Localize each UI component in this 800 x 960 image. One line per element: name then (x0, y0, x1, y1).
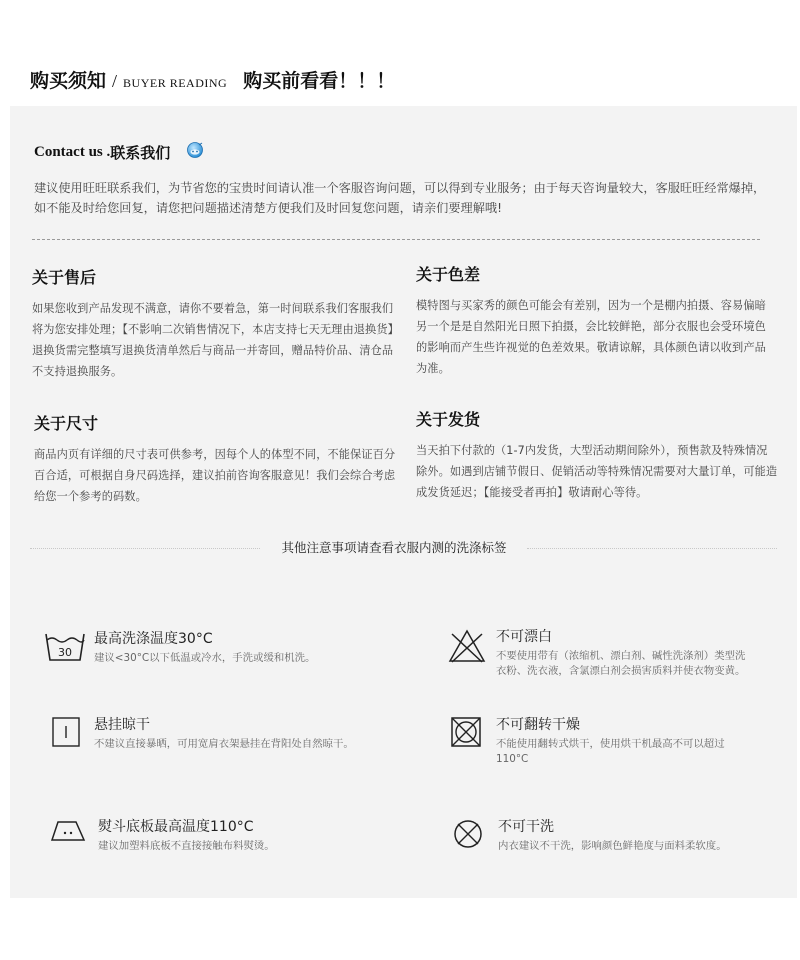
shipping-text: 当天拍下付款的（1-7内发货，大型活动期间除外），预售款及特殊情况除外。如遇到店铺节假日、促销活动等特殊情况需要对大量订单，可能造成发货延迟；【能接受者再拍】敬请耐心等待。 (416, 444, 778, 499)
care-title: 不可干洗 (498, 819, 554, 835)
after-sales-title: 关于售后 (32, 268, 97, 287)
care-item-no-tumble-dry (450, 716, 750, 767)
contact-title-chinese: 联系我们 (110, 144, 171, 162)
care-title: 不可翻转干燥 (496, 717, 580, 733)
no-bleach-icon (446, 628, 488, 670)
after-sales-text: 如果您收到产品发现不满意，请你不要着急，第一时间联系我们客服我们将为您安排处理；【不影响二次销售情况下，本店支持七天无理由退换货】退换货需完整填写退换货清单然后与商品一并寄回，赠品特价品、清仓品不支持退换服务。 (32, 302, 399, 378)
page-title-english: BUYER READING (123, 76, 228, 90)
size-text: 商品内页有详细的尺寸表可供参考，因每个人的体型不同，不能保证百分百合适，可根据自身尺码选择，建议拍前咨询客服意见！我们会综合考虑给您一个参考的码数。 (34, 448, 396, 503)
care-description: 建议加塑料底板不直接接触布料熨烫。 (98, 840, 275, 852)
care-title: 最高洗涤温度30°C (94, 631, 213, 647)
shipping-title: 关于发货 (416, 410, 481, 429)
care-description: 建议<30°C以下低温或冷水，手洗或缓和机洗。 (94, 652, 316, 664)
care-title: 不可漂白 (496, 629, 552, 645)
care-item-no-bleach (446, 628, 746, 679)
size-section (34, 410, 399, 507)
care-title: 悬挂晾干 (94, 717, 150, 733)
contact-description: 建议使用旺旺联系我们，为节省您的宝贵时间请认准一个客服咨询问题，可以得到专业服务；由于每天咨询量较大，客服旺旺经常爆掉，如不能及时给您回复，请您把问题描述清楚方便我们及时回复您问题，请亲们要理解哦! (34, 181, 766, 215)
care-item-iron-110 (48, 818, 378, 860)
wangwang-chat-icon[interactable] (186, 141, 204, 159)
section-divider (32, 239, 760, 240)
care-title: 熨斗底板最高温度110°C (98, 819, 254, 835)
size-title: 关于尺寸 (34, 414, 99, 433)
info-panel (10, 106, 797, 898)
care-description: 不要使用带有（浓缩机、漂白剂、碱性洗涤剂）类型洗衣粉、洗衣液，含氯漂白剂会损害质料并使衣物变黄。 (496, 650, 746, 677)
title-separator: / (112, 71, 118, 91)
care-description: 不能使用翻转式烘干，使用烘干机最高不可以超过110°C (496, 738, 725, 765)
contact-title-english: Contact us . (34, 144, 111, 160)
page-header (30, 66, 395, 96)
line-dry-icon (52, 716, 86, 758)
wash-30-icon (44, 630, 86, 672)
wash-label-header (10, 536, 797, 560)
no-tumble-dry-icon (450, 716, 488, 758)
color-difference-text: 模特图与买家秀的颜色可能会有差别，因为一个是棚内拍摄、容易偏暗另一个是是自然阳光日照下拍摄，会比较鲜艳，部分衣服也会受环境色的影响而产生些许视觉的色差效果。敬请谅解，具体颜色请以收到产品为准。 (416, 299, 766, 375)
wash-header-line-right (527, 548, 777, 549)
care-item-wash-30 (44, 630, 364, 672)
page-title: 购买须知 (30, 70, 107, 92)
contact-heading (34, 142, 204, 163)
care-description: 内衣建议不干洗，影响颜色鲜艳度与面料柔软度。 (498, 840, 727, 852)
color-difference-title: 关于色差 (416, 265, 481, 284)
color-difference-section (416, 261, 771, 379)
shipping-section (416, 406, 778, 503)
wash-label-title: 其他注意事项请查看衣服内测的洗涤标签 (281, 540, 507, 555)
after-sales-section (32, 264, 402, 382)
care-item-line-dry (52, 716, 372, 758)
svg-text:30: 30 (58, 646, 72, 659)
care-item-no-dry-clean (452, 818, 772, 860)
wash-header-line-left (30, 548, 260, 549)
no-dry-clean-icon (452, 818, 490, 860)
care-description: 不建议直接暴晒，可用宽肩衣架悬挂在背阳处自然晾干。 (94, 738, 354, 750)
page-notice: 购买前看看！！！ (243, 70, 396, 92)
iron-110-icon (48, 818, 90, 860)
